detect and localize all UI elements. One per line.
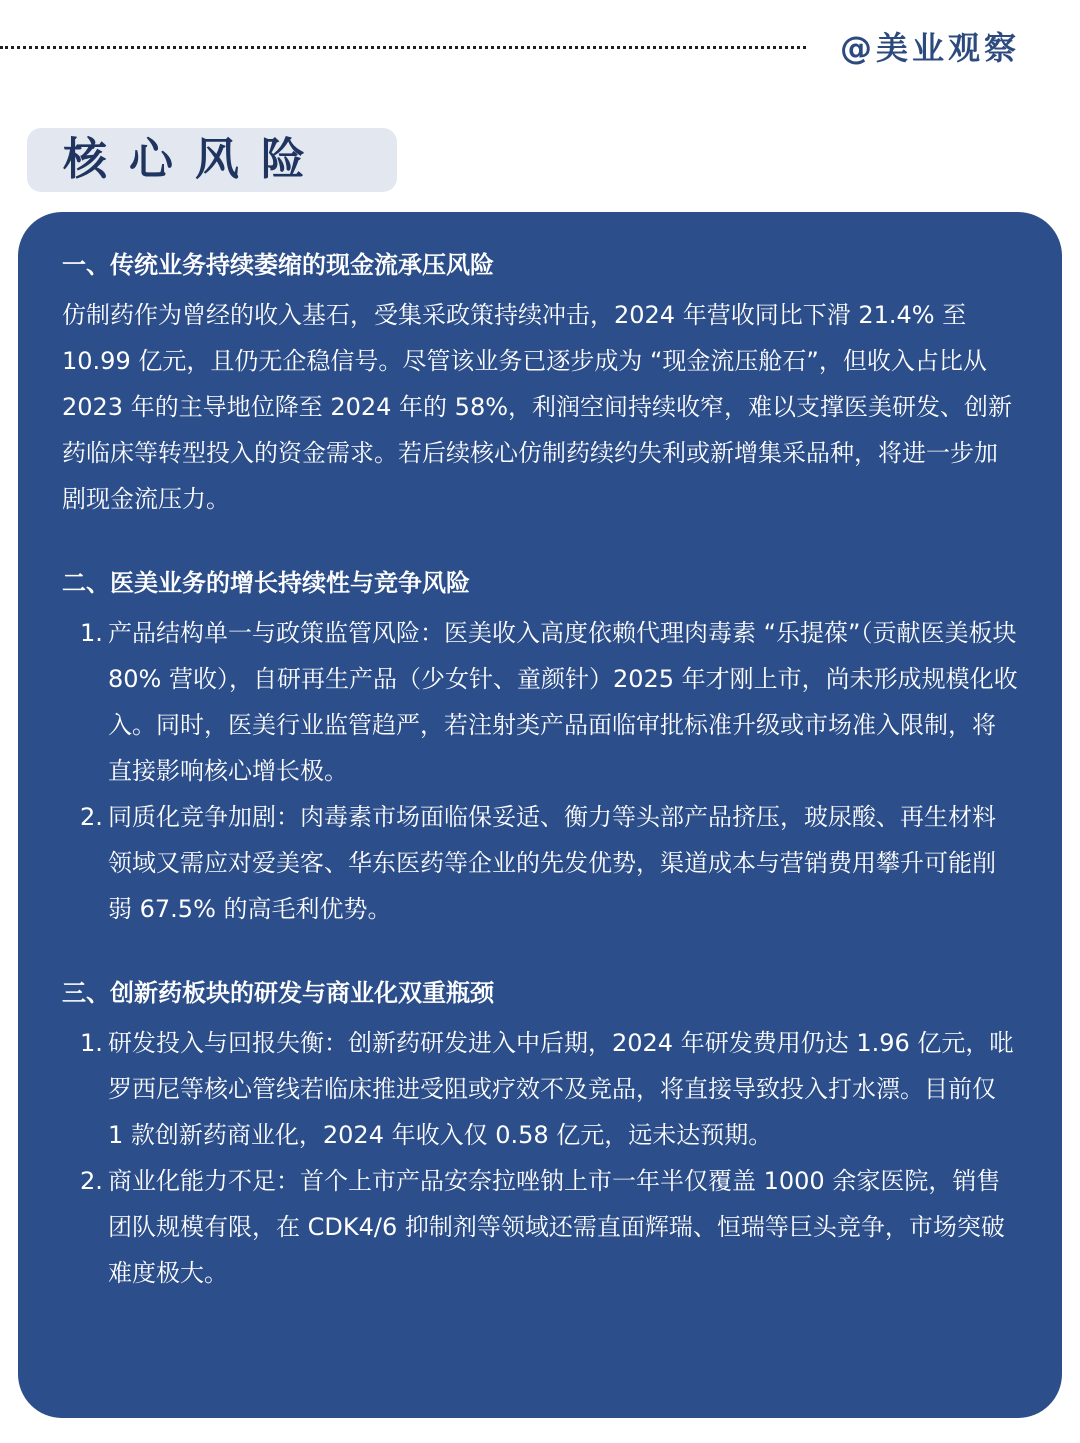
- risk-list: [62, 1020, 1018, 1296]
- risk-section-1: [62, 246, 1018, 522]
- list-item-text: 商业化能力不足：首个上市产品安奈拉唑钠上市一年半仅覆盖 1000 余家医院，销售团队规模有限，在 CDK4/6 抑制剂等领域还需直面辉瑞、恒瑞等巨头竞争，市场突破难度极大。: [108, 1167, 1005, 1287]
- risk-list: [62, 610, 1018, 932]
- risk-card: [18, 212, 1062, 1418]
- header-dotted-divider: [0, 46, 806, 49]
- list-item: [62, 610, 1018, 794]
- risk-section-2: [62, 564, 1018, 932]
- section-paragraph: 仿制药作为曾经的收入基石，受集采政策持续冲击，2024 年营收同比下滑 21.4% 至 10.99 亿元，且仍无企稳信号。尽管该业务已逐步成为 “现金流压舱石”，但收入占比从 2023 年的主导地位降至 2024 年的 58%，利润空间持续收窄，难以支撑医美研发、创新药临床等转型投入的资金需求。若后续核心仿制药续约失利或新增集采品种，将进一步加剧现金流压力。: [62, 301, 1013, 513]
- list-item-text: 研发投入与回报失衡：创新药研发进入中后期，2024 年研发费用仍达 1.96 亿元，吡罗西尼等核心管线若临床推进受阻或疗效不及竞品，将直接导致投入打水漂。目前仅 1 款创新药商业化，2024 年收入仅 0.58 亿元，远未达预期。: [108, 1029, 1014, 1149]
- section-heading: 三、创新药板块的研发与商业化双重瓶颈: [62, 979, 494, 1007]
- list-item-number: 1.: [80, 1029, 103, 1057]
- list-item: [62, 1020, 1018, 1158]
- list-item: [62, 1158, 1018, 1296]
- page-title-badge: [27, 128, 397, 192]
- section-heading: 二、医美业务的增长持续性与竞争风险: [62, 569, 470, 597]
- list-item-number: 1.: [80, 619, 103, 647]
- list-item-number: 2.: [80, 1167, 103, 1195]
- list-item-number: 2.: [80, 803, 103, 831]
- list-item-text: 同质化竞争加剧：肉毒素市场面临保妥适、衡力等头部产品挤压，玻尿酸、再生材料领域又需应对爱美客、华东医药等企业的先发优势，渠道成本与营销费用攀升可能削弱 67.5% 的高毛利优势。: [108, 803, 996, 923]
- list-item: [62, 794, 1018, 932]
- section-heading: 一、传统业务持续萎缩的现金流承压风险: [62, 251, 494, 279]
- list-item-text: 产品结构单一与政策监管风险：医美收入高度依赖代理肉毒素 “乐提葆”（贡献医美板块 80% 营收），自研再生产品（少女针、童颜针）2025 年才刚上市，尚未形成规模化收入。同时，医美行业监管趋严，若注射类产品面临审批标准升级或市场准入限制，将直接影响核心增长极。: [108, 619, 1018, 785]
- brand-handle: @美业观察: [839, 29, 1020, 67]
- risk-section-3: [62, 974, 1018, 1296]
- page-title: 核心风险: [63, 134, 327, 185]
